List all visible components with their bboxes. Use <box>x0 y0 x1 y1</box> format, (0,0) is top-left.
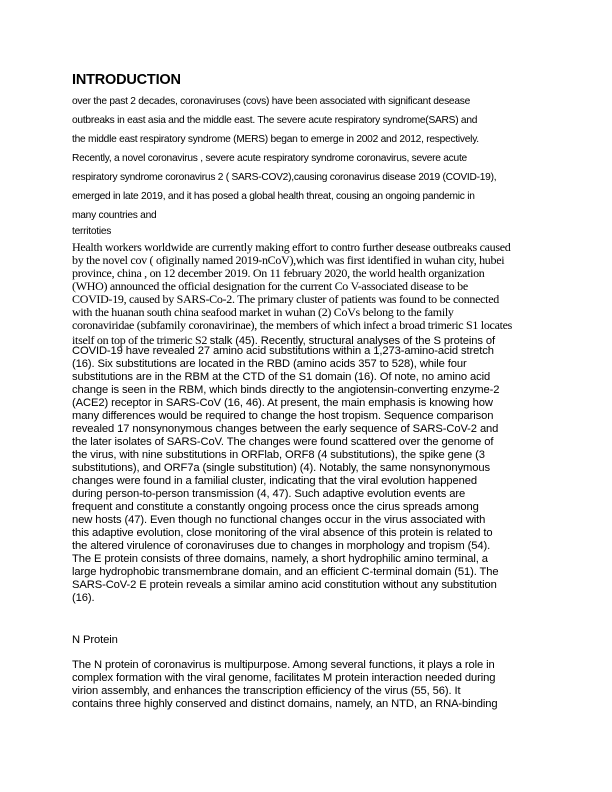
text-line: the virus, with nine substitutions in ORFlab, ORF8 (4 substitutions), the spike gene (3 <box>72 449 485 461</box>
text-line: province, china , on 12 december 2019. On 11 february 2020, the world health organization <box>72 266 485 280</box>
text-line: complex formation with the viral genome, facilitates M protein interaction needed during <box>72 672 496 684</box>
text-line: (ACE2) receptor in SARS-CoV (16, 46). At present, the main emphasis is knowing how <box>72 397 493 409</box>
text-line: the later isolates of SARS-CoV. The changes were found scattered over the genome of <box>72 436 494 448</box>
text-line: frequent and constitute a constantly ongoing process once the cirus spreads among <box>72 501 479 513</box>
text-line: COVID-19, caused by SARS-Co-2. The primary cluster of patients was found to be connected <box>72 292 499 306</box>
text-line: COVID-19 have revealed 27 amino acid substitutions within a 1,273-amino-acid stretch <box>72 345 494 357</box>
text-line: contains three highly conserved and distinct domains, namely, an NTD, an RNA-binding <box>72 698 498 710</box>
text-line: revealed 17 nonsynonymous changes between the early sequence of SARS-CoV-2 and <box>72 423 499 435</box>
text-line: (16). <box>72 592 95 604</box>
subsection-heading: N Protein <box>72 634 118 646</box>
text-line: respiratory syndrome coronavirus 2 ( SARS-COV2),causing coronavirus disease 2019 (COVID-19), <box>72 172 497 183</box>
text-line: The N protein of coronavirus is multipurpose. Among several functions, it plays a role in <box>72 659 495 671</box>
text-line: virion assembly, and enhances the transcription efficiency of the virus (55, 56). It <box>72 685 461 697</box>
text-line: new hosts (47). Even though no functional changes occur in the virus associated with <box>72 514 486 526</box>
text-line: coronaviridae (subfamily coronavirinae), the members of which infect a broad trimeric S1 locates <box>72 318 513 332</box>
text-line: the altered virulence of coronaviruses due to changes in morphology and tropism (54). <box>72 540 491 552</box>
text-line: (16). Six substitutions are located in the RBD (amino acids 357 to 528), while four <box>72 358 467 370</box>
text-line: over the past 2 decades, coronaviruses (covs) have been associated with significant desease <box>72 96 471 107</box>
text-line: during person-to-person transmission (4, 47). Such adaptive evolution events are <box>72 488 466 500</box>
text-span: itself on top of the trimeric S2 <box>72 333 210 347</box>
text-line: large hydrophobic transmembrane domain, and an efficient C-terminal domain (51). The <box>72 566 499 578</box>
text-line: many differences would be required to change the host tropism. Sequence comparison <box>72 410 494 422</box>
text-line: Health workers worldwide are currently making effort to contro further desease outbreaks caused <box>72 240 511 254</box>
text-line: emerged in late 2019, and it has posed a global health threat, cousing an ongoing pandemic in <box>72 191 475 202</box>
text-line: by the novel cov ( ofiginally named 2019-nCoV),which was first identified in wuhan city, hubei <box>72 253 505 267</box>
text-line: many countries and <box>72 210 157 221</box>
text-line: outbreaks in east asia and the middle east. The severe acute respiratory syndrome(SARS) and <box>72 115 478 126</box>
text-line: Recently, a novel coronavirus , severe acute respiratory syndrome coronavirus, severe acute <box>72 153 467 164</box>
text-line: SARS-CoV-2 E protein reveals a similar amino acid constitution without any substitution <box>72 579 497 591</box>
text-line: change is seen in the RBM, which binds directly to the angiotensin-converting enzyme-2 <box>72 384 500 396</box>
text-line: substitutions are in the RBM at the CTD of the S1 domain (16). Of note, no amino acid <box>72 371 491 383</box>
text-line: changes were found in a familial cluster, indicating that the viral evolution happened <box>72 475 477 487</box>
text-line: with the huanan south china seafood market in wuhan (2) CoVs belong to the family <box>72 305 454 319</box>
text-line: substitutions), and ORF7a (single substitution) (4). Notably, the same nonsynonymous <box>72 462 490 474</box>
text-line: The E protein consists of three domains, namely, a short hydrophilic amino terminal, a <box>72 553 488 565</box>
text-line: the middle east respiratory syndrome (MERS) began to emerge in 2002 and 2012, respectively. <box>72 134 479 145</box>
text-line: this adaptive evolution, close monitoring of the viral absence of this protein is related to <box>72 527 493 539</box>
text-line: territoties <box>72 226 112 237</box>
text-span: stalk (45). Recently, structural analyses of the S proteins of <box>209 335 495 347</box>
text-line: (WHO) announced the official designation for the current Co V-associated disease to be <box>72 279 468 293</box>
section-heading: INTRODUCTION <box>72 72 181 88</box>
